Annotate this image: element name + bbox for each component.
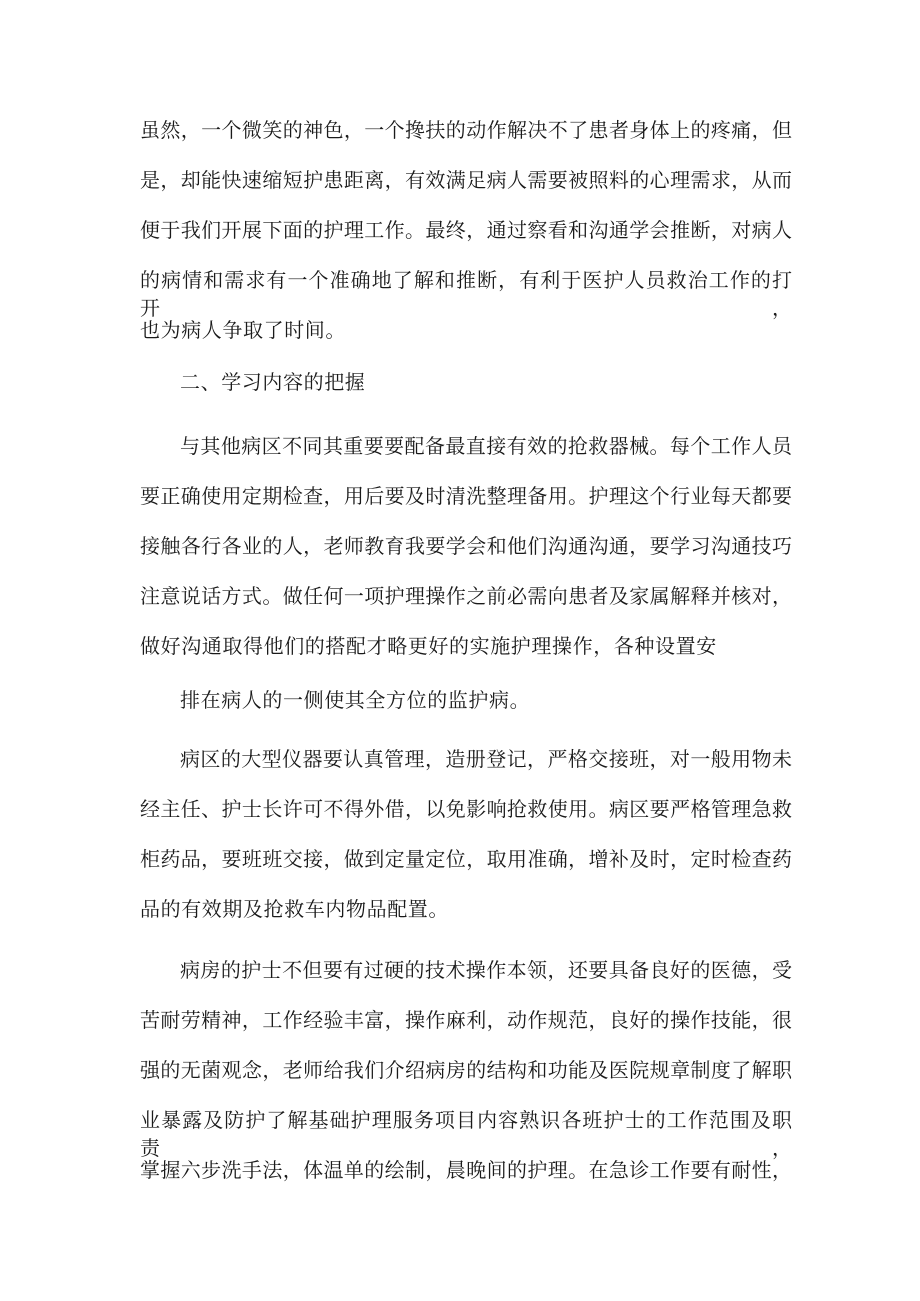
paragraph-5-line-1: 病房的护士不但要有过硬的技术操作本领，还要具备良好的医德，受 — [180, 958, 792, 982]
paragraph-5-line-2: 苦耐劳精神，工作经验丰富，操作麻利，动作规范，良好的操作技能，很 — [140, 1008, 792, 1032]
paragraph-1-line-5: 也为病人争取了时间。 — [140, 318, 346, 342]
paragraph-2-line-3: 接触各行各业的人，老师教育我要学会和他们沟通沟通，要学习沟通技巧 — [140, 534, 792, 558]
paragraph-5-line-4: 业暴露及防护了解基础护理服务项目内容熟识各班护士的工作范围及职责， — [140, 1108, 792, 1160]
paragraph-4-line-1: 病区的大型仪器要认真管理，造册登记，严格交接班，对一般用物未 — [180, 747, 792, 771]
paragraph-1-line-4: 的病情和需求有一个准确地了解和推断，有利于医护人员救治工作的打开， — [140, 268, 792, 320]
paragraph-5-line-3: 强的无菌观念，老师给我们介绍病房的结构和功能及医院规章制度了解职 — [140, 1058, 792, 1082]
section-heading: 二、学习内容的把握 — [180, 370, 366, 394]
paragraph-3-line-1: 排在病人的一侧使其全方位的监护病。 — [180, 688, 531, 712]
paragraph-4-line-3: 柜药品，要班班交接，做到定量定位，取用准确，增补及时，定时检查药 — [140, 847, 792, 871]
paragraph-2-line-1: 与其他病区不同其重要要配备最直接有效的抢救器械。每个工作人员 — [180, 434, 792, 458]
paragraph-2-line-2: 要正确使用定期检查，用后要及时清洗整理备用。护理这个行业每天都要 — [140, 484, 792, 508]
paragraph-4-line-2: 经主任、护士长许可不得外借，以免影响抢救使用。病区要严格管理急救 — [140, 797, 792, 821]
paragraph-2-line-5: 做好沟通取得他们的搭配才略更好的实施护理操作，各种设置安 — [140, 634, 717, 658]
paragraph-1-line-3: 便于我们开展下面的护理工作。最终，通过察看和沟通学会推断，对病人 — [140, 218, 792, 242]
paragraph-5-line-5: 掌握六步洗手法，体温单的绘制，晨晚间的护理。在急诊工作要有耐性， — [140, 1158, 792, 1182]
paragraph-4-line-4: 品的有效期及抢救车内物品配置。 — [140, 897, 449, 921]
paragraph-1-line-2: 是，却能快速缩短护患距离，有效满足病人需要被照料的心理需求，从而 — [140, 168, 792, 192]
paragraph-1-line-1: 虽然，一个微笑的神色，一个搀扶的动作解决不了患者身体上的疼痛，但 — [140, 118, 792, 142]
paragraph-2-line-4: 注意说话方式。做任何一项护理操作之前必需向患者及家属解释并核对， — [140, 584, 792, 608]
